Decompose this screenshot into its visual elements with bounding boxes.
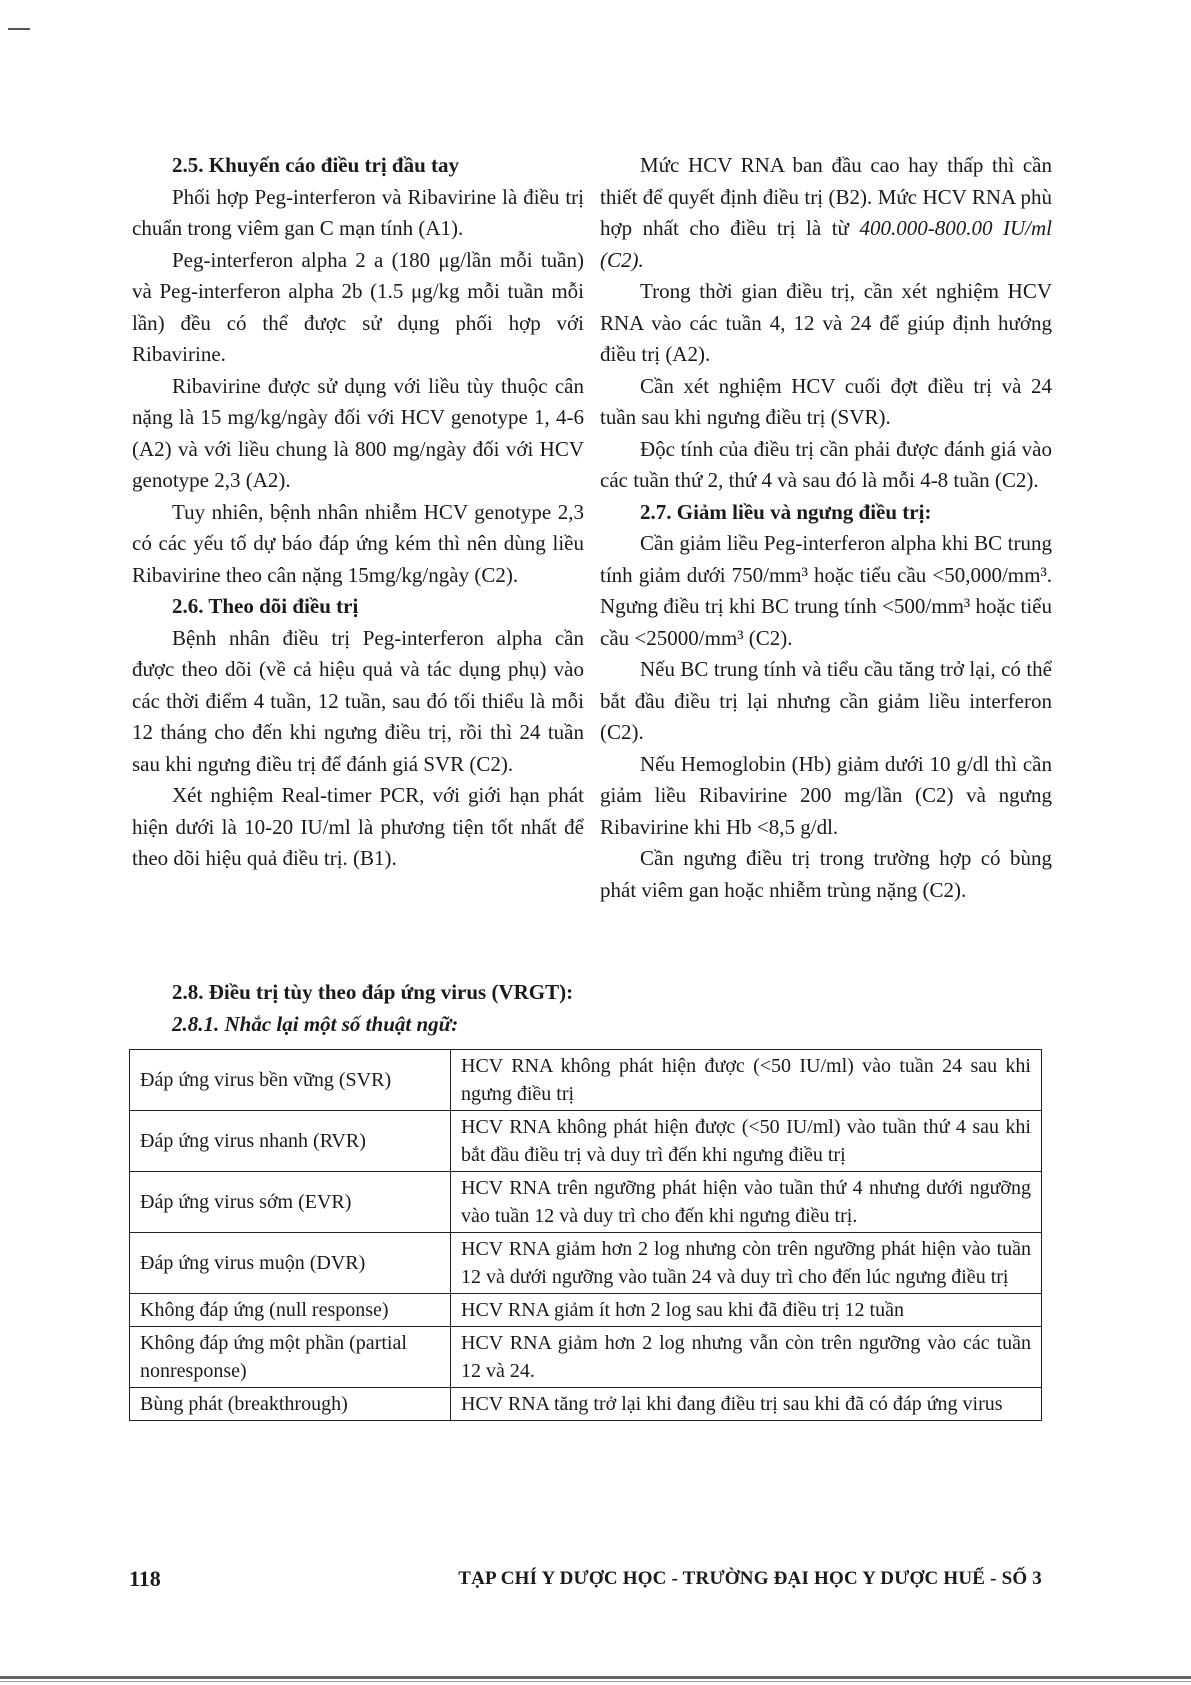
paragraph: Peg-interferon alpha 2 a (180 μg/lần mỗi tuần) và Peg-interferon alpha 2b (1.5 μg/kg mỗi tuần mỗi lần) đều có thể được sử dụng phối hợp với Ribavirine.	[132, 247, 584, 366]
term-cell: Đáp ứng virus sớm (EVR)	[130, 1172, 451, 1233]
definition-cell: HCV RNA không phát hiện được (<50 IU/ml) vào tuần 24 sau khi ngưng điều trị	[451, 1050, 1042, 1111]
table-row	[130, 1050, 1042, 1111]
definition-cell: HCV RNA tăng trở lại khi đang điều trị sau khi đã có đáp ứng virus	[451, 1388, 1042, 1421]
right-column	[600, 150, 1052, 906]
paragraph: Xét nghiệm Real-timer PCR, với giới hạn phát hiện dưới là 10-20 IU/ml là phương tiện tốt nhất để theo dõi hiệu quả điều trị. (B1).	[132, 783, 584, 870]
terms-table	[129, 1049, 1042, 1421]
term-cell: Đáp ứng virus nhanh (RVR)	[130, 1111, 451, 1172]
paragraph-text: Mức HCV RNA ban đầu cao hay thấp thì cần thiết để quyết định điều trị (B2). Mức HCV RNA phù hợp nhất cho điều trị là từ	[600, 153, 1052, 240]
definition-cell: HCV RNA giảm hơn 2 log nhưng còn trên ngưỡng phát hiện vào tuần 12 và dưới ngưỡng vào tuần 24 và duy trì cho đến lúc ngưng điều trị	[451, 1233, 1042, 1294]
paragraph: Cần ngưng điều trị trong trường hợp có bùng phát viêm gan hoặc nhiễm trùng nặng (C2).	[600, 846, 1052, 902]
table-row	[130, 1327, 1042, 1388]
scan-bottom-edge-line	[0, 1681, 1191, 1682]
table-row	[130, 1111, 1042, 1172]
term-cell: Đáp ứng virus muộn (DVR)	[130, 1233, 451, 1294]
journal-footer: TẠP CHÍ Y DƯỢC HỌC - TRƯỜNG ĐẠI HỌC Y DƯỢC HUẾ - SỐ 3	[458, 1568, 1042, 1589]
paragraph: Nếu BC trung tính và tiểu cầu tăng trở lại, có thể bắt đầu điều trị lại nhưng cần giảm liều interferon (C2).	[600, 657, 1052, 744]
definition-cell: HCV RNA giảm hơn 2 log nhưng vẫn còn trên ngưỡng vào các tuần 12 và 24.	[451, 1327, 1042, 1388]
scan-bottom-edge	[0, 1676, 1191, 1679]
definition-cell: HCV RNA không phát hiện được (<50 IU/ml) vào tuần thứ 4 sau khi bắt đầu điều trị và duy trì đến khi ngưng điều trị	[451, 1111, 1042, 1172]
section-heading-2-6: 2.6. Theo dõi điều trị	[172, 594, 359, 618]
table-row	[130, 1294, 1042, 1327]
term-cell: Không đáp ứng (null response)	[130, 1294, 451, 1327]
paragraph: Độc tính của điều trị cần phải được đánh giá vào các tuần thứ 2, thứ 4 và sau đó là mỗi 4-8 tuần (C2).	[600, 436, 1052, 492]
definition-cell: HCV RNA giảm ít hơn 2 log sau khi đã điều trị 12 tuần	[451, 1294, 1042, 1327]
section-heading-2-5: 2.5. Khuyến cáo điều trị đầu tay	[172, 153, 460, 177]
left-column	[132, 150, 584, 875]
section-heading-2-8-1: 2.8.1. Nhắc lại một số thuật ngữ:	[172, 1012, 459, 1036]
paragraph: Phối hợp Peg-interferon và Ribavirine là điều trị chuẩn trong viêm gan C mạn tính (A1).	[132, 184, 584, 240]
table-row	[130, 1233, 1042, 1294]
definition-cell: HCV RNA trên ngưỡng phát hiện vào tuần thứ 4 nhưng dưới ngưỡng vào tuần 12 và duy trì cho đến khi ngưng điều trị.	[451, 1172, 1042, 1233]
paragraph: Cần giảm liều Peg-interferon alpha khi BC trung tính giảm dưới 750/mm³ hoặc tiểu cầu <50,000/mm³. Ngưng điều trị khi BC trung tính <500/mm³ hoặc tiểu cầu <25000/mm³ (C2).	[600, 531, 1052, 650]
table-row	[130, 1172, 1042, 1233]
paragraph: Bệnh nhân điều trị Peg-interferon alpha cần được theo dõi (về cả hiệu quả và tác dụng phụ) vào các thời điểm 4 tuần, 12 tuần, sau đó tối thiểu là mỗi 12 tháng cho đến khi ngưng điều trị, rồi thì 24 tuần sau khi ngưng điều trị để đánh giá SVR (C2).	[132, 625, 584, 776]
paragraph: Nếu Hemoglobin (Hb) giảm dưới 10 g/dl thì cần giảm liều Ribavirine 200 mg/lần (C2) và ngưng Ribavirine khi Hb <8,5 g/dl.	[600, 751, 1052, 839]
scan-corner-mark	[8, 28, 30, 30]
italic-range-text: 400.000-800.00 IU/ml (C2).	[600, 216, 1052, 272]
paragraph: Tuy nhiên, bệnh nhân nhiễm HCV genotype 2,3 có các yếu tố dự báo đáp ứng kém thì nên dùng liều Ribavirine theo cân nặng 15mg/kg/ngày (C2).	[132, 499, 584, 587]
term-cell: Không đáp ứng một phần (partial nonresponse)	[130, 1327, 451, 1388]
paragraph: Trong thời gian điều trị, cần xét nghiệm HCV RNA vào các tuần 4, 12 và 24 để giúp định hướng điều trị (A2).	[600, 279, 1052, 366]
term-cell: Đáp ứng virus bền vững (SVR)	[130, 1050, 451, 1111]
section-heading-2-8: 2.8. Điều trị tùy theo đáp ứng virus (VRGT):	[172, 980, 574, 1004]
paragraph: Ribavirine được sử dụng với liều tùy thuộc cân nặng là 15 mg/kg/ngày đối với HCV genotype 1, 4-6 (A2) và với liều chung là 800 mg/ngày đối với HCV genotype 2,3 (A2).	[132, 373, 584, 492]
paragraph: Cần xét nghiệm HCV cuối đợt điều trị và 24 tuần sau khi ngưng điều trị (SVR).	[600, 373, 1052, 429]
section-heading-2-7: 2.7. Giảm liều và ngưng điều trị:	[640, 499, 932, 524]
page-number: 118	[129, 1566, 161, 1591]
paragraph	[600, 150, 1052, 276]
table-row	[130, 1388, 1042, 1421]
term-cell: Bùng phát (breakthrough)	[130, 1388, 451, 1421]
